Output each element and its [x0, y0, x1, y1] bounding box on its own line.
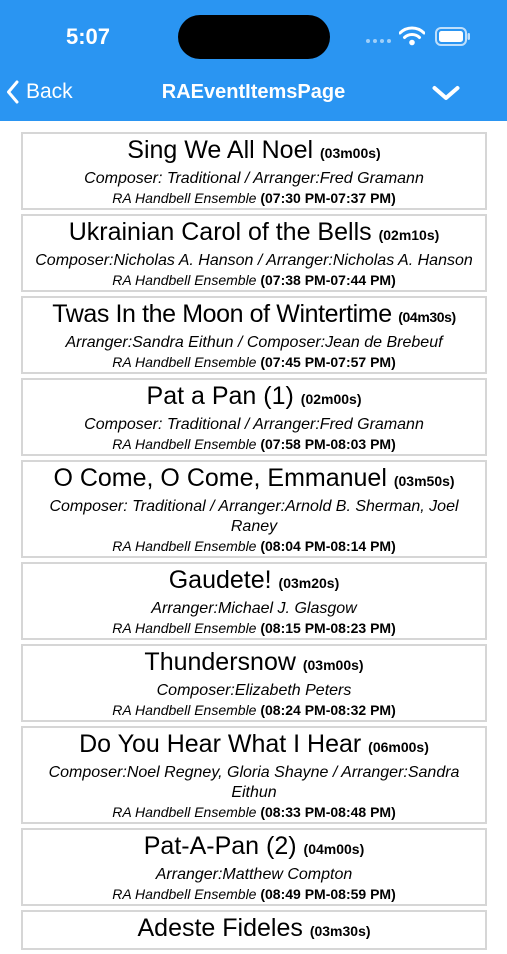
item-title: Pat-A-Pan (2) — [143, 832, 297, 860]
item-title: Thundersnow — [144, 648, 296, 676]
chevron-down-icon[interactable] — [432, 85, 460, 101]
item-title: Sing We All Noel — [127, 136, 314, 164]
item-title: Gaudete! — [168, 566, 272, 594]
dynamic-island — [178, 15, 330, 59]
list-item[interactable] — [21, 562, 487, 640]
list-item[interactable] — [21, 132, 487, 210]
item-time: (08:04 PM-08:14 PM) — [260, 538, 396, 554]
wifi-icon — [399, 26, 425, 46]
item-duration: (02m00s) — [300, 391, 362, 407]
item-performer: RA Handbell Ensemble — [112, 702, 257, 718]
list-item[interactable] — [21, 644, 487, 722]
list-item[interactable] — [21, 726, 487, 824]
item-performer: RA Handbell Ensemble — [112, 436, 257, 452]
item-title: Ukrainian Carol of the Bells — [68, 218, 372, 246]
back-label: Back — [26, 80, 73, 103]
item-performer: RA Handbell Ensemble — [112, 886, 257, 902]
battery-icon — [435, 27, 471, 46]
item-time: (08:15 PM-08:23 PM) — [260, 620, 396, 636]
list-item[interactable] — [21, 910, 487, 950]
item-credits: Composer: Traditional / Arranger:Arnold B. Sherman, Joel Raney — [49, 498, 459, 535]
item-credits: Composer: Traditional / Arranger:Fred Gramann — [84, 170, 424, 187]
item-credits: Arranger:Michael J. Glasgow — [151, 600, 357, 617]
item-title: Do You Hear What I Hear — [79, 730, 362, 758]
item-time: (07:58 PM-08:03 PM) — [260, 436, 396, 452]
event-items-list[interactable] — [21, 132, 487, 954]
item-performer: RA Handbell Ensemble — [112, 190, 257, 206]
item-performer: RA Handbell Ensemble — [112, 538, 257, 554]
item-credits: Composer: Traditional / Arranger:Fred Gramann — [84, 416, 424, 433]
item-credits: Arranger:Matthew Compton — [155, 866, 353, 883]
item-credits: Composer:Elizabeth Peters — [156, 682, 352, 699]
list-item[interactable] — [21, 296, 487, 374]
page-title: RAEventItemsPage — [161, 81, 346, 103]
item-duration: (03m50s) — [393, 473, 455, 489]
item-duration: (03m00s) — [320, 145, 381, 161]
item-credits: Composer:Nicholas A. Hanson / Arranger:Nicholas A. Hanson — [35, 252, 473, 269]
item-duration: (04m30s) — [398, 309, 456, 325]
item-time: (08:24 PM-08:32 PM) — [260, 702, 396, 718]
item-duration: (03m30s) — [309, 923, 371, 939]
item-title: O Come, O Come, Emmanuel — [53, 464, 387, 492]
item-duration: (02m10s) — [378, 227, 440, 243]
status-time: 5:07 — [66, 24, 111, 49]
item-time: (08:33 PM-08:48 PM) — [260, 804, 396, 820]
item-duration: (06m00s) — [368, 739, 429, 755]
item-title: Adeste Fideles — [137, 914, 303, 942]
item-performer: RA Handbell Ensemble — [112, 354, 257, 370]
item-time: (07:45 PM-07:57 PM) — [260, 354, 396, 370]
item-credits: Arranger:Sandra Eithun / Composer:Jean de Brebeuf — [65, 334, 443, 351]
item-title: Twas In the Moon of Wintertime — [52, 300, 392, 328]
nav-header — [0, 0, 507, 121]
item-credits: Composer:Noel Regney, Gloria Shayne / Arranger:Sandra Eithun — [48, 764, 460, 801]
item-title: Pat a Pan (1) — [146, 382, 294, 410]
signal-icon — [366, 39, 391, 43]
list-item[interactable] — [21, 828, 487, 906]
item-performer: RA Handbell Ensemble — [112, 804, 257, 820]
list-item[interactable] — [21, 214, 487, 292]
item-performer: RA Handbell Ensemble — [112, 272, 257, 288]
list-item[interactable] — [21, 460, 487, 558]
item-time: (07:38 PM-07:44 PM) — [260, 272, 396, 288]
item-duration: (03m20s) — [278, 575, 340, 591]
item-duration: (04m00s) — [303, 841, 365, 857]
item-performer: RA Handbell Ensemble — [112, 620, 257, 636]
item-time: (07:30 PM-07:37 PM) — [260, 190, 396, 206]
item-time: (08:49 PM-08:59 PM) — [260, 886, 396, 902]
item-duration: (03m00s) — [302, 657, 364, 673]
list-item[interactable] — [21, 378, 487, 456]
